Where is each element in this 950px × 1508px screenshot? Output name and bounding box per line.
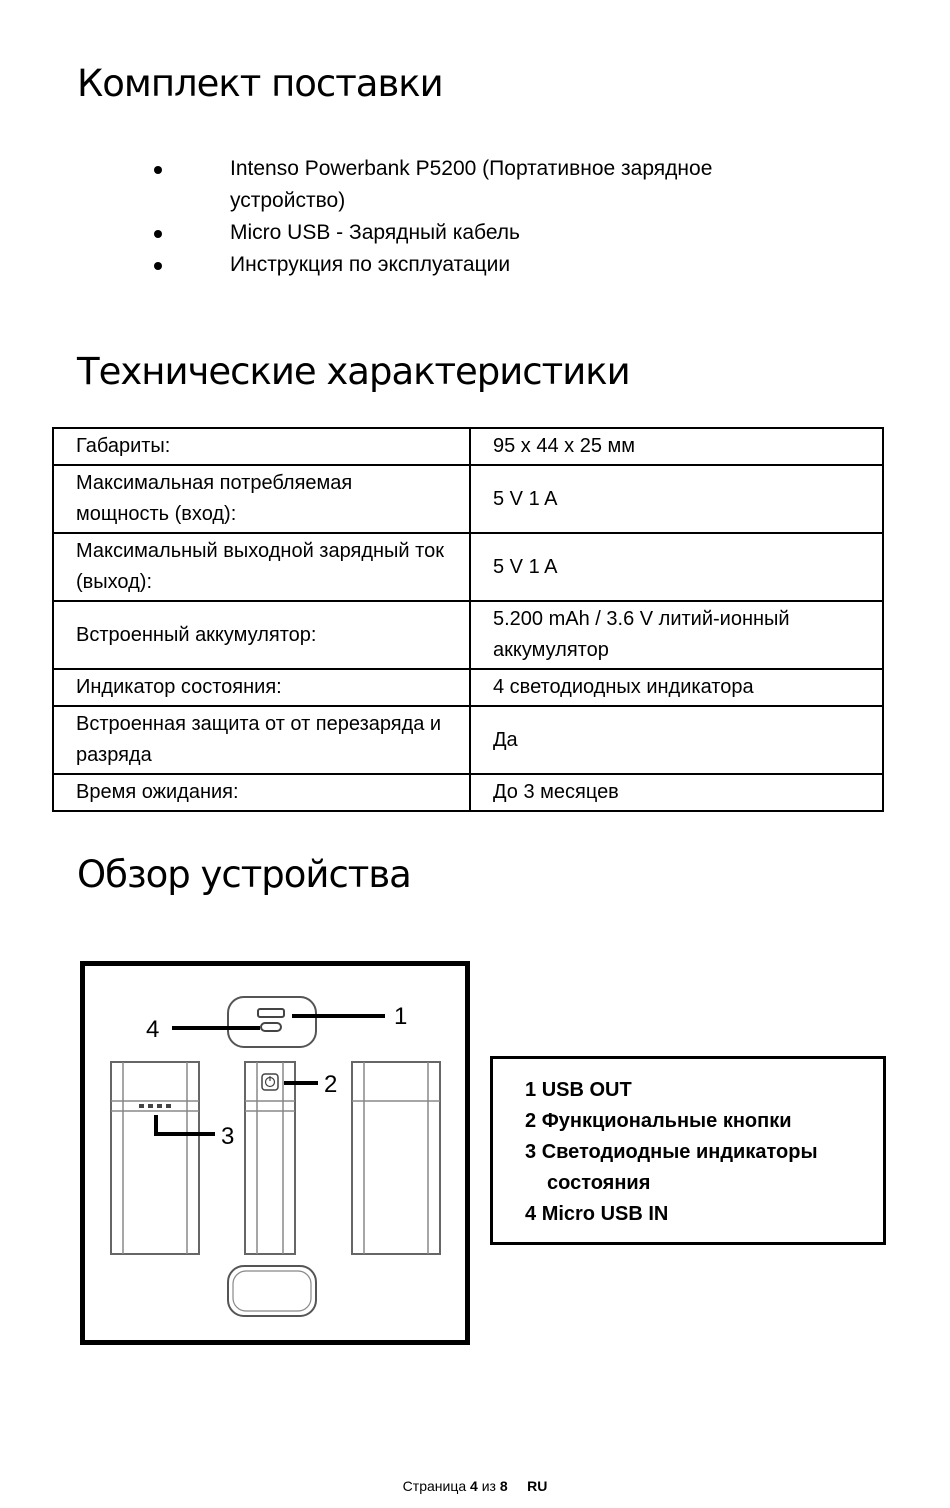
page-word: Страница <box>402 1478 467 1494</box>
delivery-list <box>150 153 830 281</box>
spec-value: До 3 месяцев <box>470 774 883 811</box>
spec-value: Да <box>470 706 883 774</box>
diagram-legend <box>490 1056 886 1245</box>
table-row <box>53 774 883 811</box>
spec-label: Встроенный аккумулятор: <box>53 601 470 669</box>
legend-text: Функциональные кнопки <box>541 1110 792 1132</box>
specs-table <box>52 427 884 812</box>
spec-label: Максимальный выходной зарядный ток (выход): <box>53 533 470 601</box>
legend-text-cont: состояния <box>547 1172 651 1194</box>
spec-value: 5.200 mAh / 3.6 V литий-ионный аккумулятор <box>470 601 883 669</box>
spec-label: Встроенная защита от от перезаряда и разряда <box>53 706 470 774</box>
legend-item <box>525 1075 883 1106</box>
table-row <box>53 533 883 601</box>
device-bottom-view <box>228 1266 316 1316</box>
legend-number: 2 <box>525 1110 537 1132</box>
legend-item <box>525 1106 883 1137</box>
page-total: 8 <box>499 1478 508 1494</box>
spec-label: Время ожидания: <box>53 774 470 811</box>
legend-item <box>525 1137 883 1199</box>
bullet-icon <box>154 262 162 270</box>
legend-item <box>525 1199 883 1230</box>
list-item <box>150 249 830 281</box>
table-row <box>53 601 883 669</box>
table-row <box>53 428 883 465</box>
table-row <box>53 706 883 774</box>
legend-text: Micro USB IN <box>541 1203 669 1225</box>
legend-text: USB OUT <box>541 1079 632 1101</box>
spec-value: 5 V 1 A <box>470 465 883 533</box>
list-item-text: Инструкция по эксплуатации <box>230 253 511 276</box>
device-front-view <box>245 1062 295 1254</box>
table-row <box>53 669 883 706</box>
bullet-icon <box>154 166 162 174</box>
device-side-view-right <box>352 1062 440 1254</box>
micro-usb-port-icon <box>261 1023 281 1031</box>
callout-3-label: 3 <box>221 1123 235 1150</box>
legend-number: 3 <box>525 1141 537 1163</box>
device-diagram <box>80 961 470 1345</box>
spec-value: 5 V 1 A <box>470 533 883 601</box>
spec-label: Габариты: <box>53 428 470 465</box>
specs-heading: Технические характеристики <box>77 350 630 393</box>
spec-label: Максимальная потребляемая мощность (вход): <box>53 465 470 533</box>
device-side-view-left <box>111 1062 199 1254</box>
page-current: 4 <box>470 1478 478 1494</box>
usb-out-port-icon <box>258 1009 284 1017</box>
spec-value: 95 x 44 x 25 мм <box>470 428 883 465</box>
delivery-heading: Комплект поставки <box>77 62 443 105</box>
callout-4-label: 4 <box>146 1016 160 1043</box>
list-item-text: Intenso Powerbank P5200 (Портативное зарядное устройство) <box>230 157 713 212</box>
callout-2-label: 2 <box>324 1071 338 1098</box>
language-code: RU <box>527 1478 548 1494</box>
power-button-icon <box>262 1074 278 1090</box>
legend-text: Светодиодные индикаторы <box>541 1141 818 1163</box>
bullet-icon <box>154 230 162 238</box>
list-item <box>150 153 830 217</box>
legend-number: 1 <box>525 1079 537 1101</box>
list-item <box>150 217 830 249</box>
list-item-text: Micro USB - Зарядный кабель <box>230 221 520 244</box>
spec-value: 4 светодиодных индикатора <box>470 669 883 706</box>
page-footer <box>0 1478 950 1494</box>
overview-heading: Обзор устройства <box>77 853 411 896</box>
table-row <box>53 465 883 533</box>
spec-label: Индикатор состояния: <box>53 669 470 706</box>
callout-1-label: 1 <box>394 1003 408 1030</box>
of-word: из <box>481 1478 496 1494</box>
legend-number: 4 <box>525 1203 537 1225</box>
